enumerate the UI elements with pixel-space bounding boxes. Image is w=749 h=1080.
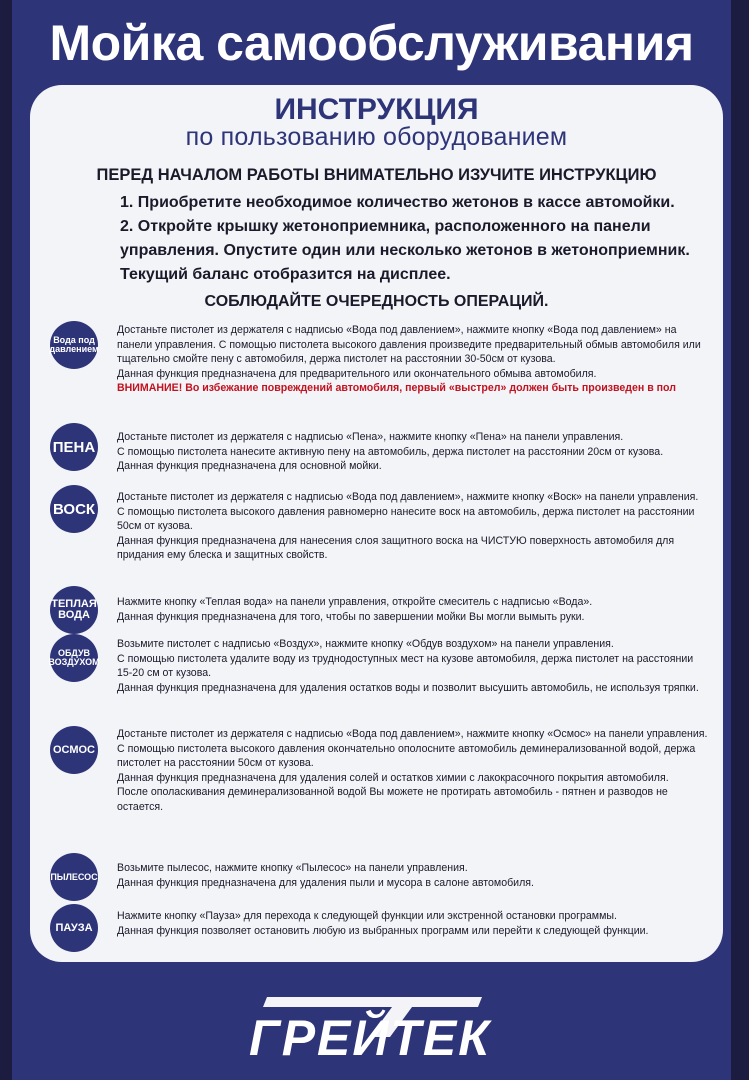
- before-start-notice: ПЕРЕД НАЧАЛОМ РАБОТЫ ВНИМАТЕЛЬНО ИЗУЧИТЕ ИНСТРУКЦИЮ: [96, 166, 657, 184]
- badge-pause: ПАУЗА: [50, 904, 98, 952]
- section-description: Достаньте пистолет из держателя с надписью «Вода под давлением», нажмите кнопку «Вода под давлением» на панели управления. С помощью пистолета высокого давления произведите предварительный обмыв автомобиля или тщательно смойте пену с автомобиля, держа пистолет на расстоянии 30-50см от кузова. Данная функция предназначена для предварительного или окончательного обмыва автомобиля. ВНИМАНИЕ! Во избежание повреждений автомобиля, первый «выстрел» должен быть произведен в пол: [117, 323, 711, 396]
- section-description: Нажмите кнопку «Пауза» для перехода к следующей функции или экстренной остановки программы. Данная функция позволяет остановить любую из выбранных программ или перейти к следующей функции.: [117, 910, 649, 937]
- step-2: 2. Откройте крышку жетоноприемника, расположенного на панели управления. Опустите один или несколько жетонов в жетоноприемник. Текущий баланс отобразится на дисплее.: [120, 218, 690, 283]
- logo-text: ГРЕЙТЕК: [249, 1010, 491, 1065]
- instruction-board: [12, 0, 731, 1080]
- section-description: Возьмите пистолет с надписью «Воздух», нажмите кнопку «Обдув воздухом» на панели управления. С помощью пистолета удалите воду из труднодоступных мест на кузове автомобиля, держа пистолет на расстоянии 15-20 см от кузова. Данная функция предназначена для удаления остатков воды и позволит высушить автомобиль, не используя тряпки.: [117, 638, 699, 694]
- brand-logo: [12, 985, 731, 1065]
- instruction-panel: [30, 85, 723, 962]
- section-description: Достаньте пистолет из держателя с надписью «Вода под давлением», нажмите кнопку «Осмос» на панели управления. С помощью пистолета высокого давления окончательно ополосните автомобиль деминерализованной водой, держа пистолет на расстоянии 50см от кузова. Данная функция предназначена для удаления солей и остатков химии с лакокрасочного покрытия автомобиля. После ополаскивания деминерализованной водой Вы можете не протирать автомобиль - пятнен и разводов не остается.: [117, 728, 708, 813]
- badge-wax: ВОСК: [50, 485, 98, 533]
- instruction-subheading: по пользованию оборудованием: [185, 123, 568, 151]
- badge-foam: ПЕНА: [50, 423, 98, 471]
- warning-label: ВНИМАНИЕ!: [117, 382, 183, 395]
- instruction-heading: ИНСТРУКЦИЯ: [274, 93, 479, 126]
- preparation-steps: [120, 191, 690, 287]
- badge-high-pressure-water: Вода под давлением: [50, 321, 98, 369]
- step-1: 1. Приобретите необходимое количество жетонов в кассе автомойки.: [120, 194, 675, 211]
- badge-vacuum: ПЫЛЕСОС: [50, 853, 98, 901]
- section-description: Достаньте пистолет из держателя с надписью «Вода под давлением», нажмите кнопку «Воск» на панели управления. С помощью пистолета высокого давления равномерно нанесите воск на автомобиль, держа пистолет на расстоянии 50см от кузова. Данная функция предназначена для нанесения слоя защитного воска на ЧИСТУЮ поверхность автомобиля для придания ему блеска и защитных свойств.: [117, 491, 699, 562]
- badge-osmosis: ОСМОС: [50, 726, 98, 774]
- board-title: Мойка самообслуживания: [49, 15, 694, 71]
- section-description: Нажмите кнопку «Теплая вода» на панели управления, откройте смеситель с надписью «Вода». Данная функция предназначена для того, чтобы по завершении мойки Вы могли вымыть руки.: [117, 596, 593, 623]
- order-notice: СОБЛЮДАЙТЕ ОЧЕРЕДНОСТЬ ОПЕРАЦИЙ.: [204, 293, 549, 310]
- section-description: Возьмите пылесос, нажмите кнопку «Пылесос» на панели управления. Данная функция предназначена для удаления пыли и мусора в салоне автомобиля.: [117, 862, 534, 889]
- section-description: Достаньте пистолет из держателя с надписью «Пена», нажмите кнопку «Пена» на панели управления. С помощью пистолета нанесите активную пену на автомобиль, держа пистолет на расстоянии 20см от кузова. Данная функция предназначена для основной мойки.: [117, 431, 664, 473]
- badge-warm-water: ТЕПЛАЯ ВОДА: [50, 586, 98, 634]
- badge-air-blow: ОБДУВ ВОЗДУХОМ: [50, 634, 98, 682]
- warning-text: ВНИМАНИЕ! Во избежание повреждений автомобиля, первый «выстрел» должен быть произведен в пол: [117, 382, 676, 395]
